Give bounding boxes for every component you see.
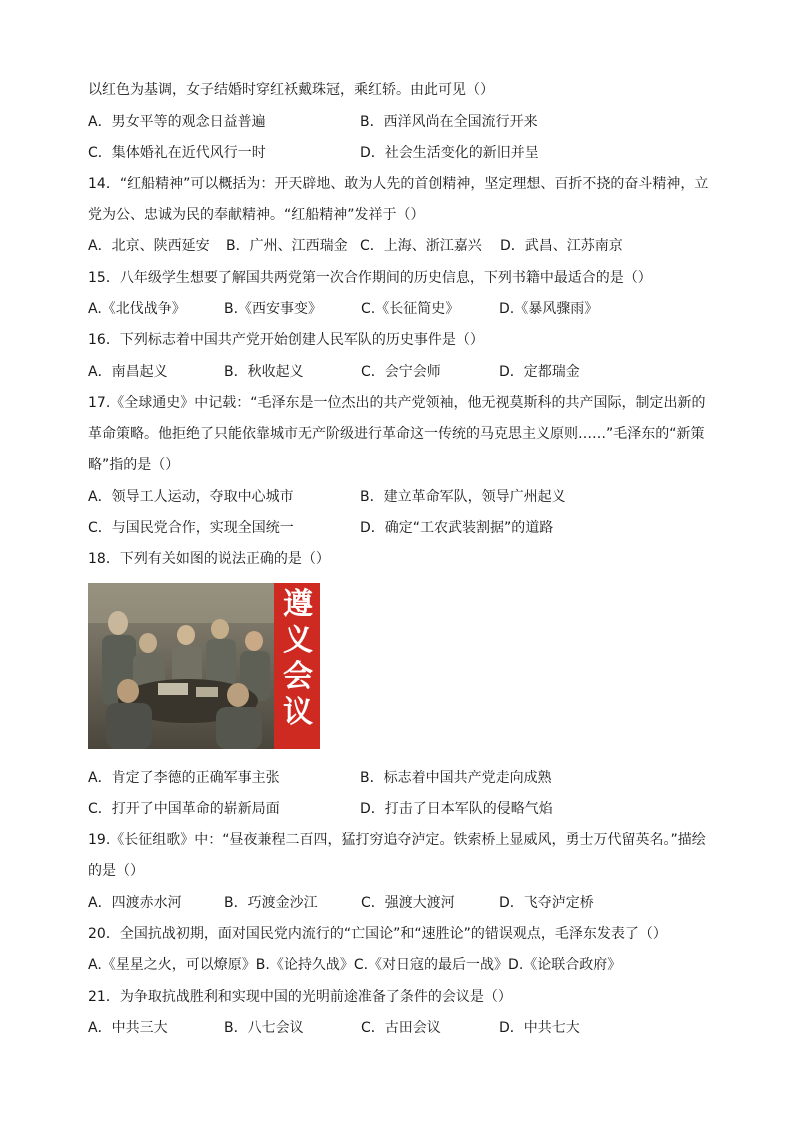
q21-stem: 21．为争取抗战胜利和实现中国的光明前途准备了条件的会议是（） xyxy=(88,989,512,1005)
cover-title-char-3: 会 xyxy=(283,659,313,694)
q17-option-a[interactable]: A．领导工人运动，夺取中心城市 xyxy=(88,489,294,505)
cover-title-char-2: 义 xyxy=(283,623,313,658)
q19-option-d[interactable]: D．飞夺泸定桥 xyxy=(499,895,594,911)
q15-option-b[interactable]: B.《西安事变》 xyxy=(224,301,323,317)
q15-option-a[interactable]: A.《北伐战争》 xyxy=(88,301,186,317)
q16-stem: 16．下列标志着中国共产党开始创建人民军队的历史事件是（） xyxy=(88,332,484,348)
q17-option-d[interactable]: D．确定“工农武装割据”的道路 xyxy=(360,520,554,536)
q21-option-c[interactable]: C．古田会议 xyxy=(361,1020,441,1036)
q13-option-b[interactable]: B．西洋风尚在全国流行开来 xyxy=(360,114,538,130)
cover-title-char-1: 遵 xyxy=(283,587,313,622)
q14-option-a[interactable]: A．北京、陕西延安 xyxy=(88,238,210,254)
q18-option-d[interactable]: D．打击了日本军队的侵略气焰 xyxy=(360,801,553,817)
q17-stem-line2: 革命策略。他拒绝了只能依靠城市无产阶级进行革命这一传统的马克思主义原则……”毛泽东的“新策 xyxy=(88,426,705,442)
q16-option-b[interactable]: B．秋收起义 xyxy=(224,364,304,380)
zunyi-meeting-painting xyxy=(88,583,320,749)
q18-stem: 18．下列有关如图的说法正确的是（） xyxy=(88,551,330,567)
q15-option-c[interactable]: C.《长征简史》 xyxy=(361,301,460,317)
q13-option-d[interactable]: D．社会生活变化的新旧并呈 xyxy=(360,145,539,161)
q15-stem: 15．八年级学生想要了解国共两党第一次合作期间的历史信息，下列书籍中最适合的是（） xyxy=(88,270,652,286)
q16-option-c[interactable]: C．会宁会师 xyxy=(361,364,441,380)
cover-title-char-4: 议 xyxy=(283,695,313,730)
q13-option-a[interactable]: A．男女平等的观念日益普遍 xyxy=(88,114,266,130)
q20-options[interactable]: A.《星星之火，可以燎原》B.《论持久战》C.《对日寇的最后一战》D.《论联合政府》 xyxy=(88,957,622,973)
q16-option-d[interactable]: D．定都瑞金 xyxy=(499,364,580,380)
q19-stem-line1: 19.《长征组歌》中：“昼夜兼程二百四，猛打穷追夺泸定。铁索桥上显威风，勇士万代留英名。”描绘 xyxy=(88,832,706,848)
q17-stem-line1: 17.《全球通史》中记载：“毛泽东是一位杰出的共产党领袖，他无视莫斯科的共产国际，制定出新的 xyxy=(88,395,706,411)
q19-stem-line2: 的是（） xyxy=(88,863,144,879)
q14-option-c[interactable]: C．上海、浙江嘉兴 xyxy=(360,238,482,254)
q17-option-c[interactable]: C．与国民党合作，实现全国统一 xyxy=(88,520,294,536)
q18-option-b[interactable]: B．标志着中国共产党走向成熟 xyxy=(360,770,552,786)
q17-option-b[interactable]: B．建立革命军队，领导广州起义 xyxy=(360,489,566,505)
q15-option-d[interactable]: D.《暴风骤雨》 xyxy=(499,301,599,317)
q21-option-d[interactable]: D．中共七大 xyxy=(499,1020,580,1036)
q14-stem-line1: 14．“红船精神”可以概括为：开天辟地、敢为人先的首创精神，坚定理想、百折不挠的奋斗精神，立 xyxy=(88,176,709,192)
q17-stem-line3: 略”指的是（） xyxy=(88,457,180,473)
q14-stem-line2: 党为公、忠诚为民的奉献精神。“红船精神”发祥于（） xyxy=(88,207,425,223)
q13-stem-tail: 以红色为基调，女子结婚时穿红袄戴珠冠，乘红轿。由此可见（） xyxy=(88,82,494,98)
cover-title-band xyxy=(274,583,320,749)
q14-option-d[interactable]: D．武昌、江苏南京 xyxy=(500,238,623,254)
q19-option-c[interactable]: C．强渡大渡河 xyxy=(361,895,455,911)
q16-option-a[interactable]: A．南昌起义 xyxy=(88,364,168,380)
q18-option-a[interactable]: A．肯定了李德的正确军事主张 xyxy=(88,770,280,786)
q21-option-a[interactable]: A．中共三大 xyxy=(88,1020,168,1036)
q14-option-b[interactable]: B．广州、江西瑞金 xyxy=(226,238,348,254)
q13-option-c[interactable]: C．集体婚礼在近代风行一时 xyxy=(88,145,266,161)
q20-stem: 20．全国抗战初期，面对国民党内流行的“亡国论”和“速胜论”的错误观点，毛泽东发表了（） xyxy=(88,926,667,942)
q19-option-b[interactable]: B．巧渡金沙江 xyxy=(224,895,318,911)
q19-option-a[interactable]: A．四渡赤水河 xyxy=(88,895,182,911)
q21-option-b[interactable]: B．八七会议 xyxy=(224,1020,304,1036)
q18-option-c[interactable]: C．打开了中国革命的崭新局面 xyxy=(88,801,280,817)
